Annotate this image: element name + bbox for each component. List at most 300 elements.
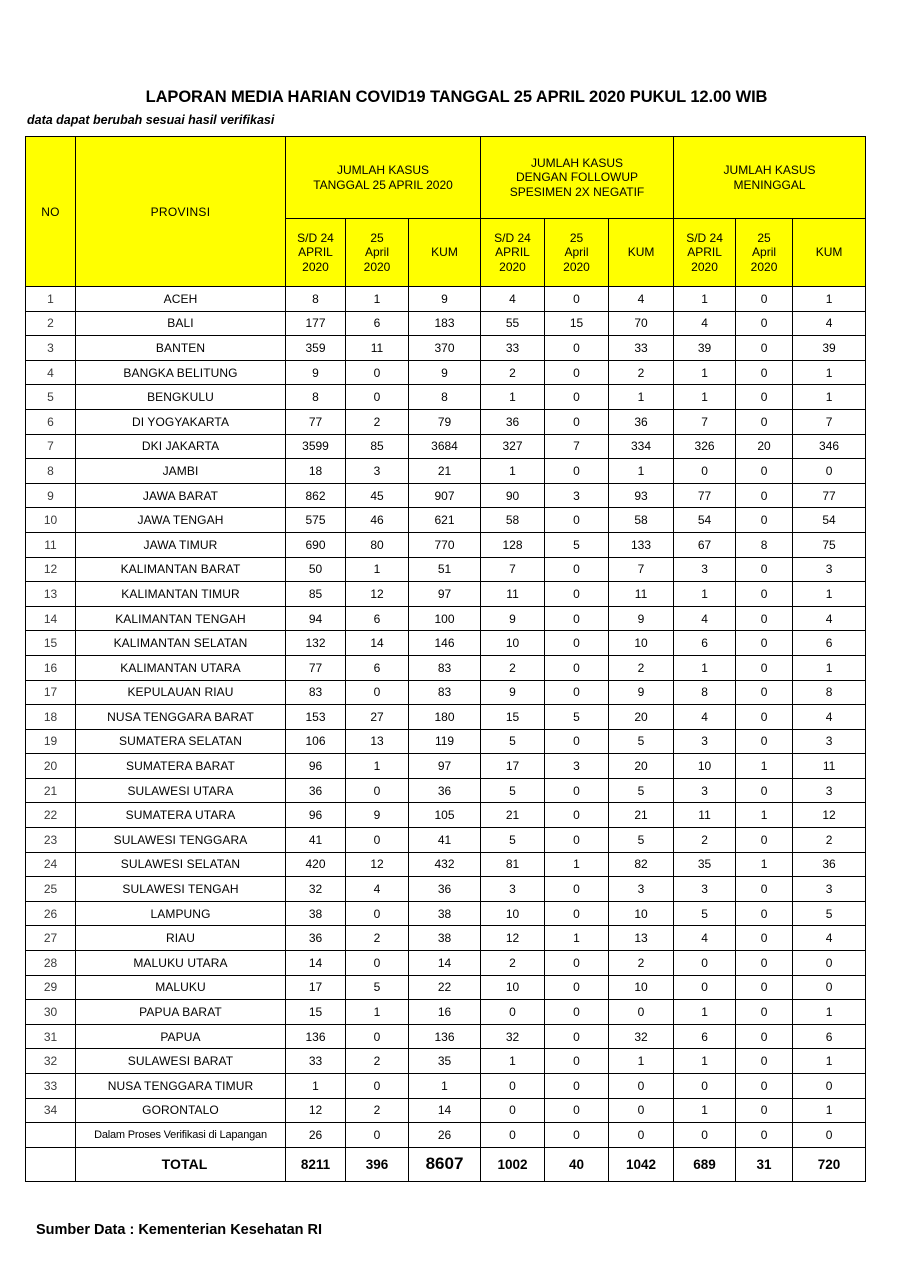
cell-value-0: 38 [286, 901, 346, 926]
cell-value-6: 326 [674, 434, 736, 459]
cell-value-5: 4 [609, 287, 674, 312]
cell-value-4: 1 [545, 926, 609, 951]
cell-value-0: 17 [286, 975, 346, 1000]
cell-value-1: 13 [346, 729, 409, 754]
cell-value-8: 1 [793, 655, 866, 680]
province-name: JAMBI [76, 459, 286, 484]
row-number: 32 [26, 1049, 76, 1074]
table-row [26, 852, 866, 877]
cell-value-7: 0 [736, 729, 793, 754]
cell-value-5: 93 [609, 483, 674, 508]
cell-value-1: 0 [346, 680, 409, 705]
cell-value-1: 9 [346, 803, 409, 828]
cell-value-3: 0 [481, 1123, 545, 1148]
table-row [26, 1123, 866, 1148]
cell-value-3: 7 [481, 557, 545, 582]
cell-value-7: 0 [736, 926, 793, 951]
province-name: KALIMANTAN UTARA [76, 655, 286, 680]
cell-value-2: 35 [409, 1049, 481, 1074]
cell-value-7: 0 [736, 1074, 793, 1099]
cell-value-6: 4 [674, 705, 736, 730]
row-number: 30 [26, 1000, 76, 1025]
cell-value-4: 0 [545, 360, 609, 385]
province-name: DI YOGYAKARTA [76, 409, 286, 434]
row-number: 11 [26, 532, 76, 557]
cell-value-0: 32 [286, 877, 346, 902]
row-number: 25 [26, 877, 76, 902]
column-subheader-0-line1: S/D 24 [297, 230, 334, 245]
row-number: 5 [26, 385, 76, 410]
cell-value-3: 3 [481, 877, 545, 902]
cell-value-8: 0 [793, 459, 866, 484]
cell-value-4: 0 [545, 729, 609, 754]
cell-value-8: 4 [793, 606, 866, 631]
cell-value-2: 51 [409, 557, 481, 582]
row-number: 29 [26, 975, 76, 1000]
table-row [26, 754, 866, 779]
province-name: SULAWESI TENGAH [76, 877, 286, 902]
cell-value-0: 77 [286, 655, 346, 680]
cell-value-1: 27 [346, 705, 409, 730]
cell-value-4: 0 [545, 582, 609, 607]
cell-value-8: 1 [793, 1098, 866, 1123]
cell-value-3: 0 [481, 1000, 545, 1025]
cell-value-7: 0 [736, 778, 793, 803]
cell-value-4: 0 [545, 1000, 609, 1025]
cell-value-5: 5 [609, 828, 674, 853]
column-subheader-8-line1: KUM [815, 245, 843, 260]
cell-value-3: 81 [481, 852, 545, 877]
cell-value-7: 8 [736, 532, 793, 557]
cell-value-4: 3 [545, 754, 609, 779]
row-number: 13 [26, 582, 76, 607]
cell-value-4: 0 [545, 1123, 609, 1148]
cell-value-2: 14 [409, 1098, 481, 1123]
cell-value-7: 0 [736, 483, 793, 508]
cell-value-8: 6 [793, 631, 866, 656]
cell-value-3: 36 [481, 409, 545, 434]
cell-value-7: 0 [736, 385, 793, 410]
cell-value-0: 359 [286, 336, 346, 361]
province-name: RIAU [76, 926, 286, 951]
table-row [26, 311, 866, 336]
cell-value-7: 0 [736, 360, 793, 385]
cell-value-8: 12 [793, 803, 866, 828]
table-row [26, 1074, 866, 1099]
cell-value-5: 9 [609, 680, 674, 705]
cell-value-1: 2 [346, 1049, 409, 1074]
cell-value-1: 6 [346, 606, 409, 631]
cell-value-0: 94 [286, 606, 346, 631]
cell-value-5: 5 [609, 778, 674, 803]
group-header-kasus-line1: JUMLAH KASUS [336, 163, 430, 178]
row-number: 1 [26, 287, 76, 312]
cell-value-5: 2 [609, 655, 674, 680]
column-subheader-7-line2: April [752, 245, 777, 260]
cell-value-8: 39 [793, 336, 866, 361]
cell-value-8: 3 [793, 877, 866, 902]
cell-value-4: 0 [545, 975, 609, 1000]
source-note: Sumber Data : Kementerian Kesehatan RI [36, 1222, 323, 1238]
row-number: 2 [26, 311, 76, 336]
cell-value-5: 82 [609, 852, 674, 877]
column-subheader-0 [286, 219, 346, 287]
row-number: 3 [26, 336, 76, 361]
column-subheader-7-line1: 25 [757, 230, 771, 245]
table-row [26, 729, 866, 754]
column-subheader-1-line1: 25 [370, 230, 384, 245]
table-row [26, 459, 866, 484]
cell-value-3: 33 [481, 336, 545, 361]
cell-value-3: 327 [481, 434, 545, 459]
cell-value-6: 3 [674, 729, 736, 754]
province-name: SUMATERA UTARA [76, 803, 286, 828]
cell-value-6: 3 [674, 557, 736, 582]
cell-value-3: 10 [481, 901, 545, 926]
cell-value-4: 5 [545, 705, 609, 730]
cell-value-1: 12 [346, 582, 409, 607]
cell-value-2: 97 [409, 754, 481, 779]
cell-value-2: 83 [409, 680, 481, 705]
cell-value-8: 2 [793, 828, 866, 853]
group-header-followup-line2: DENGAN FOLLOWUP [516, 170, 639, 185]
cell-value-6: 6 [674, 631, 736, 656]
cell-value-2: 26 [409, 1123, 481, 1148]
cell-value-6: 1 [674, 582, 736, 607]
row-number: 26 [26, 901, 76, 926]
cell-value-7: 0 [736, 287, 793, 312]
cell-value-6: 0 [674, 1074, 736, 1099]
cell-value-0: 3599 [286, 434, 346, 459]
cell-value-3: 1 [481, 385, 545, 410]
table-row [26, 1000, 866, 1025]
province-name: SULAWESI TENGGARA [76, 828, 286, 853]
row-number: 21 [26, 778, 76, 803]
cell-value-8: 5 [793, 901, 866, 926]
province-name: MALUKU UTARA [76, 951, 286, 976]
cell-value-5: 0 [609, 1123, 674, 1148]
cell-value-7: 0 [736, 1098, 793, 1123]
cell-value-0: 575 [286, 508, 346, 533]
total-value-0: 8211 [286, 1147, 346, 1181]
cell-value-1: 1 [346, 557, 409, 582]
total-value-5: 1042 [609, 1147, 674, 1181]
cell-value-4: 0 [545, 336, 609, 361]
cell-value-5: 9 [609, 606, 674, 631]
cell-value-0: 15 [286, 1000, 346, 1025]
cell-value-3: 12 [481, 926, 545, 951]
cell-value-0: 136 [286, 1024, 346, 1049]
cell-value-7: 0 [736, 631, 793, 656]
cell-value-5: 33 [609, 336, 674, 361]
total-value-1: 396 [346, 1147, 409, 1181]
cell-value-2: 8 [409, 385, 481, 410]
row-number: 7 [26, 434, 76, 459]
cell-value-3: 2 [481, 655, 545, 680]
table-row [26, 360, 866, 385]
table-row [26, 975, 866, 1000]
cell-value-8: 75 [793, 532, 866, 557]
total-value-8: 720 [793, 1147, 866, 1181]
cell-value-4: 3 [545, 483, 609, 508]
cell-value-1: 2 [346, 409, 409, 434]
cell-value-2: 621 [409, 508, 481, 533]
cell-value-5: 7 [609, 557, 674, 582]
column-subheader-1-line3: 2020 [363, 259, 391, 274]
cell-value-2: 432 [409, 852, 481, 877]
cell-value-5: 10 [609, 901, 674, 926]
row-number: 16 [26, 655, 76, 680]
cell-value-5: 1 [609, 385, 674, 410]
cell-value-2: 14 [409, 951, 481, 976]
cell-value-6: 8 [674, 680, 736, 705]
table-row [26, 705, 866, 730]
cell-value-6: 1 [674, 360, 736, 385]
cell-value-3: 0 [481, 1074, 545, 1099]
cell-value-1: 0 [346, 901, 409, 926]
table-row [26, 606, 866, 631]
cell-value-8: 54 [793, 508, 866, 533]
cell-value-6: 3 [674, 778, 736, 803]
cell-value-2: 36 [409, 778, 481, 803]
total-value-2: 8607 [409, 1147, 481, 1181]
province-name: KALIMANTAN BARAT [76, 557, 286, 582]
cell-value-3: 2 [481, 360, 545, 385]
cell-value-2: 146 [409, 631, 481, 656]
cell-value-6: 6 [674, 1024, 736, 1049]
province-name: PAPUA [76, 1024, 286, 1049]
cell-value-4: 5 [545, 532, 609, 557]
province-name: NUSA TENGGARA BARAT [76, 705, 286, 730]
cell-value-5: 13 [609, 926, 674, 951]
cell-value-4: 0 [545, 409, 609, 434]
cell-value-4: 0 [545, 901, 609, 926]
cell-value-0: 36 [286, 778, 346, 803]
group-header-followup-line3: SPESIMEN 2X NEGATIF [509, 184, 645, 199]
table-row [26, 828, 866, 853]
cell-value-7: 0 [736, 311, 793, 336]
province-name: Dalam Proses Verifikasi di Lapangan [76, 1123, 286, 1148]
cell-value-5: 1 [609, 459, 674, 484]
cell-value-5: 10 [609, 975, 674, 1000]
column-subheader-4-line1: 25 [569, 230, 584, 245]
cell-value-0: 153 [286, 705, 346, 730]
cell-value-0: 96 [286, 803, 346, 828]
column-subheader-1 [346, 219, 409, 287]
cell-value-0: 85 [286, 582, 346, 607]
column-subheader-3-line2: APRIL [495, 245, 530, 260]
group-header-meninggal [674, 137, 866, 219]
province-name: KALIMANTAN SELATAN [76, 631, 286, 656]
cell-value-5: 0 [609, 1074, 674, 1099]
cell-value-4: 15 [545, 311, 609, 336]
cell-value-1: 46 [346, 508, 409, 533]
total-value-4: 40 [545, 1147, 609, 1181]
cell-value-0: 106 [286, 729, 346, 754]
cell-value-7: 0 [736, 901, 793, 926]
total-label: TOTAL [76, 1147, 286, 1181]
cell-value-0: 690 [286, 532, 346, 557]
row-number: 24 [26, 852, 76, 877]
cell-value-2: 1 [409, 1074, 481, 1099]
cell-value-6: 4 [674, 926, 736, 951]
cell-value-7: 0 [736, 655, 793, 680]
table-row [26, 1098, 866, 1123]
total-row [26, 1147, 866, 1181]
cell-value-4: 0 [545, 877, 609, 902]
table-row [26, 877, 866, 902]
cell-value-6: 1 [674, 385, 736, 410]
cell-value-4: 0 [545, 385, 609, 410]
column-subheader-0-line3: 2020 [302, 259, 329, 274]
total-value-3: 1002 [481, 1147, 545, 1181]
cell-value-7: 0 [736, 606, 793, 631]
cell-value-2: 770 [409, 532, 481, 557]
cell-value-6: 4 [674, 606, 736, 631]
row-number: 4 [26, 360, 76, 385]
cell-value-3: 5 [481, 778, 545, 803]
row-number: 15 [26, 631, 76, 656]
cell-value-3: 32 [481, 1024, 545, 1049]
cell-value-8: 36 [793, 852, 866, 877]
table-row [26, 951, 866, 976]
cell-value-5: 0 [609, 1000, 674, 1025]
cell-value-2: 136 [409, 1024, 481, 1049]
cell-value-3: 5 [481, 828, 545, 853]
cell-value-7: 0 [736, 508, 793, 533]
cell-value-5: 58 [609, 508, 674, 533]
cell-value-3: 0 [481, 1098, 545, 1123]
row-number: 27 [26, 926, 76, 951]
cell-value-6: 0 [674, 951, 736, 976]
cell-value-3: 10 [481, 975, 545, 1000]
cell-value-8: 0 [793, 975, 866, 1000]
cell-value-8: 0 [793, 1123, 866, 1148]
cell-value-3: 5 [481, 729, 545, 754]
table-row [26, 1049, 866, 1074]
cell-value-4: 0 [545, 557, 609, 582]
total-value-7: 31 [736, 1147, 793, 1181]
table-row [26, 287, 866, 312]
cell-value-0: 14 [286, 951, 346, 976]
table-row [26, 385, 866, 410]
cell-value-5: 36 [609, 409, 674, 434]
page-subtitle: data dapat berubah sesuai hasil verifikasi [27, 113, 275, 127]
cell-value-1: 6 [346, 311, 409, 336]
table-row [26, 483, 866, 508]
cell-value-0: 420 [286, 852, 346, 877]
cell-value-7: 20 [736, 434, 793, 459]
cell-value-8: 3 [793, 729, 866, 754]
cell-value-3: 9 [481, 680, 545, 705]
cell-value-2: 21 [409, 459, 481, 484]
cell-value-3: 4 [481, 287, 545, 312]
cell-value-5: 3 [609, 877, 674, 902]
column-header-no: NO [26, 137, 76, 287]
table-head [26, 137, 866, 287]
cell-value-1: 2 [346, 1098, 409, 1123]
cell-value-8: 4 [793, 705, 866, 730]
cell-value-2: 907 [409, 483, 481, 508]
cell-value-3: 17 [481, 754, 545, 779]
total-row-number [26, 1147, 76, 1181]
province-name: KALIMANTAN TENGAH [76, 606, 286, 631]
cell-value-4: 0 [545, 287, 609, 312]
cell-value-6: 2 [674, 828, 736, 853]
table-row [26, 532, 866, 557]
cell-value-1: 85 [346, 434, 409, 459]
cell-value-4: 0 [545, 459, 609, 484]
column-subheader-3 [481, 219, 545, 287]
cell-value-8: 77 [793, 483, 866, 508]
column-subheader-0-line2: APRIL [298, 245, 333, 260]
cell-value-4: 7 [545, 434, 609, 459]
cell-value-4: 0 [545, 1098, 609, 1123]
cell-value-5: 32 [609, 1024, 674, 1049]
page-title: LAPORAN MEDIA HARIAN COVID19 TANGGAL 25 APRIL 2020 PUKUL 12.00 WIB [145, 88, 768, 106]
province-name: LAMPUNG [76, 901, 286, 926]
cell-value-6: 1 [674, 655, 736, 680]
cell-value-3: 1 [481, 1049, 545, 1074]
cell-value-8: 8 [793, 680, 866, 705]
province-name: BANTEN [76, 336, 286, 361]
cell-value-1: 11 [346, 336, 409, 361]
table-row [26, 926, 866, 951]
cell-value-0: 41 [286, 828, 346, 853]
cell-value-1: 1 [346, 1000, 409, 1025]
column-subheader-6-line3: 2020 [691, 259, 718, 274]
cell-value-8: 0 [793, 951, 866, 976]
cell-value-1: 2 [346, 926, 409, 951]
table-row [26, 803, 866, 828]
cell-value-3: 15 [481, 705, 545, 730]
cell-value-1: 1 [346, 287, 409, 312]
cell-value-7: 0 [736, 828, 793, 853]
cell-value-0: 177 [286, 311, 346, 336]
province-name: SUMATERA BARAT [76, 754, 286, 779]
cell-value-5: 10 [609, 631, 674, 656]
cell-value-2: 16 [409, 1000, 481, 1025]
column-subheader-5-line1: KUM [627, 245, 655, 260]
cell-value-2: 180 [409, 705, 481, 730]
cell-value-7: 0 [736, 1123, 793, 1148]
table-row [26, 336, 866, 361]
table-row [26, 1024, 866, 1049]
cell-value-6: 54 [674, 508, 736, 533]
cell-value-3: 58 [481, 508, 545, 533]
group-header-followup [481, 137, 674, 219]
cell-value-7: 0 [736, 877, 793, 902]
total-value-6: 689 [674, 1147, 736, 1181]
cell-value-1: 0 [346, 360, 409, 385]
column-subheader-4-line2: April [564, 245, 589, 260]
cell-value-6: 0 [674, 975, 736, 1000]
cell-value-5: 133 [609, 532, 674, 557]
province-name: KEPULAUAN RIAU [76, 680, 286, 705]
row-number: 31 [26, 1024, 76, 1049]
cell-value-8: 4 [793, 311, 866, 336]
group-header-followup-line1: JUMLAH KASUS [531, 156, 624, 171]
cell-value-4: 0 [545, 803, 609, 828]
cell-value-0: 96 [286, 754, 346, 779]
cell-value-1: 12 [346, 852, 409, 877]
table-row [26, 434, 866, 459]
cell-value-4: 0 [545, 680, 609, 705]
cell-value-8: 1 [793, 1000, 866, 1025]
table-row [26, 631, 866, 656]
cell-value-2: 38 [409, 926, 481, 951]
cell-value-0: 18 [286, 459, 346, 484]
